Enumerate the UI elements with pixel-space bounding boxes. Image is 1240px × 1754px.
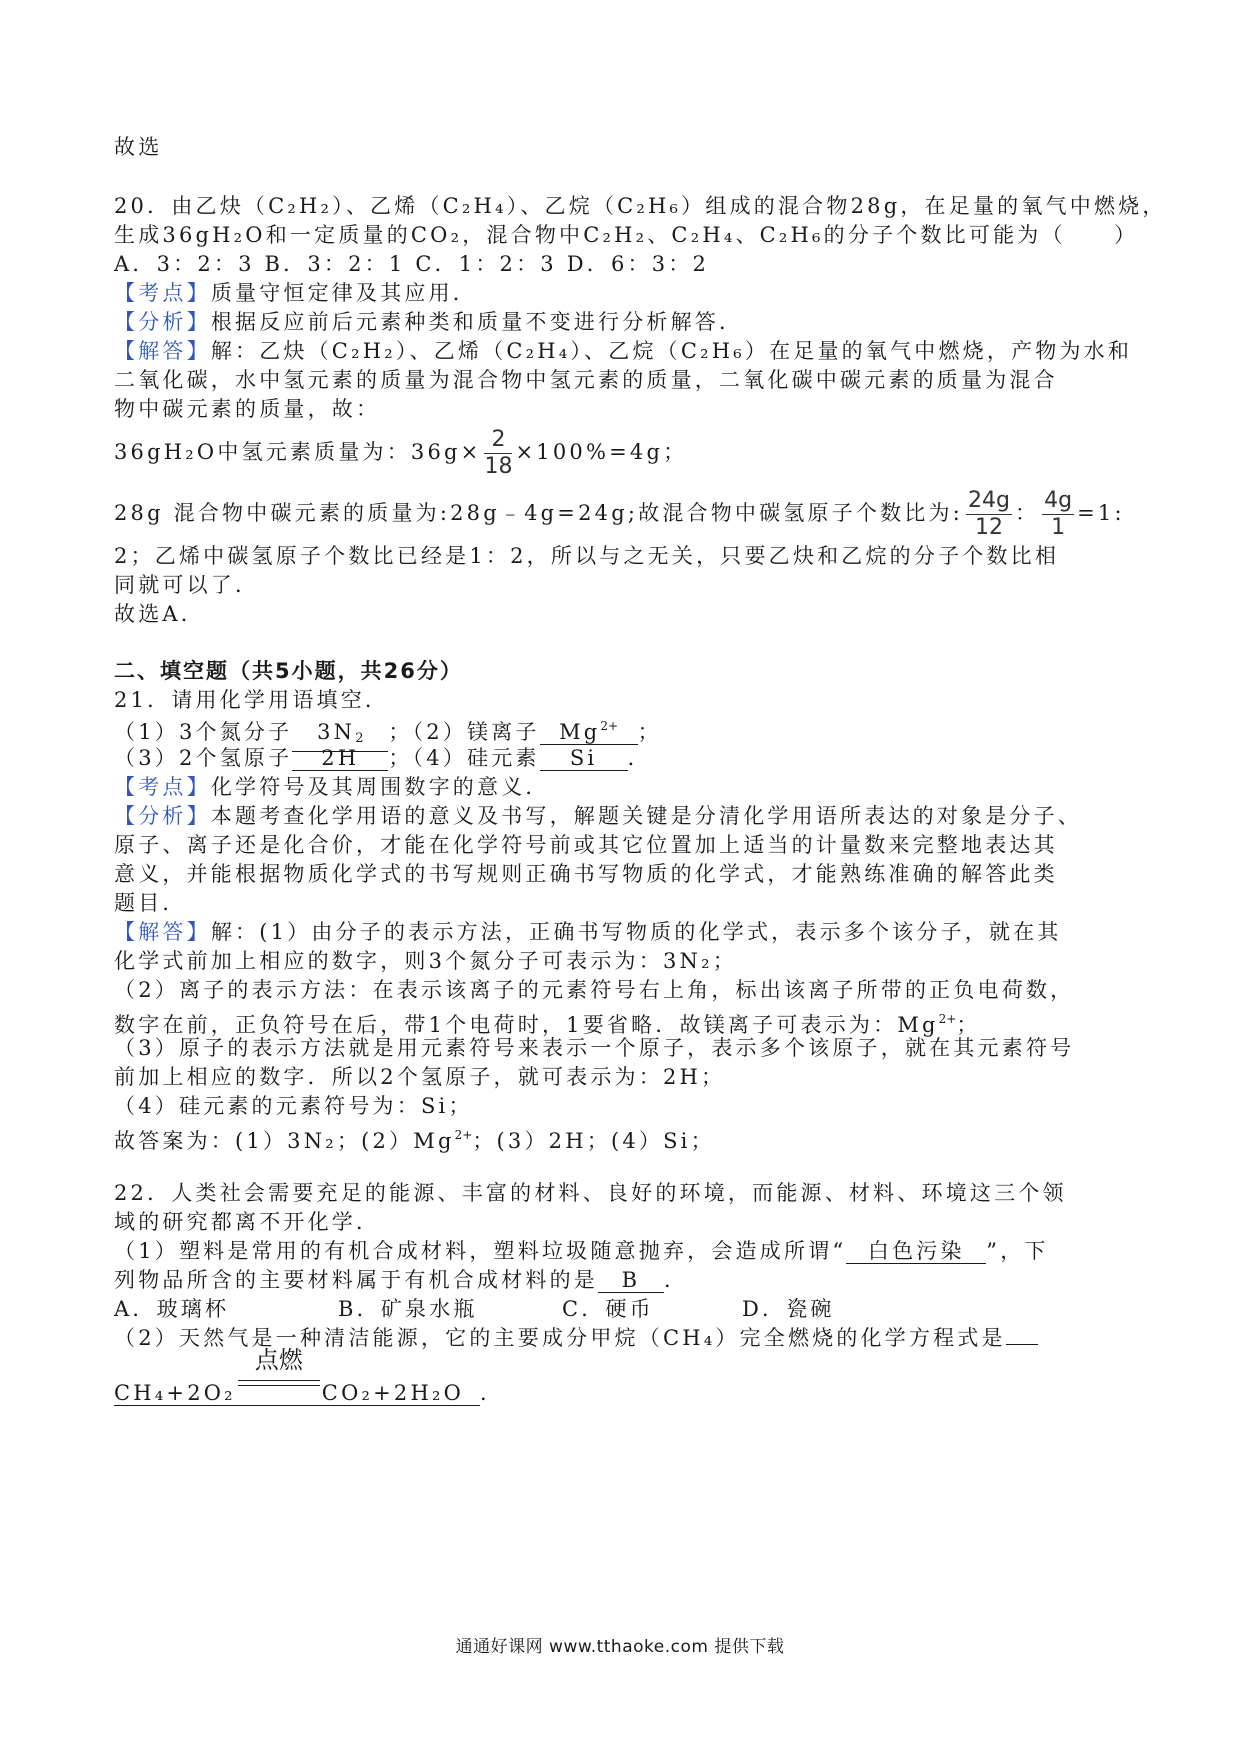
text-span: ． — [664, 1268, 689, 1292]
jieda-tag: 【解答】 — [114, 339, 211, 363]
answer-options: A．3：2：3 B．3：2：1 C．1：2：3 D．6：3：2 — [114, 252, 710, 276]
equation-line — [114, 1346, 505, 1408]
text-span: ： — [1014, 501, 1040, 525]
text-span: 质量守恒定律及其应用． — [210, 281, 478, 305]
fenxi-line — [114, 307, 743, 337]
option-d: D．瓷碗 — [742, 1297, 835, 1321]
fenxi-tag: 【分析】 — [114, 310, 211, 334]
equals-bar — [238, 1385, 320, 1386]
text-span: ． — [480, 1381, 505, 1405]
fill-line — [114, 1265, 688, 1295]
superscript: 2+ — [454, 1128, 473, 1142]
text-span: （2）天然气是一种清洁能源，它的主要成分甲烷（CH₄）完全燃烧的化学方程式是 — [114, 1326, 1006, 1350]
answer-text: Mg — [559, 720, 601, 744]
option-b: B．矿泉水瓶 — [338, 1297, 478, 1321]
fenxi-line — [114, 801, 1082, 831]
jieda-tag: 【解答】 — [114, 920, 211, 944]
text-line: 前加上相应的数字．所以2个氢原子，就可表示为：2H； — [114, 1065, 726, 1089]
text-line: 物中碳元素的质量，故： — [114, 397, 381, 421]
reaction-condition: 点燃 — [254, 1346, 303, 1374]
answer-blank: 白色污染 — [846, 1239, 986, 1264]
text-span: ；（2）镁离子 — [388, 720, 540, 744]
answer-blank: 2H — [292, 746, 388, 771]
text-span: 28g 混合物中碳元素的质量为:28g﹣4g=24g;故混合物中碳氢原子个数比为: — [114, 501, 963, 525]
text-line: 二氧化碳，水中氢元素的质量为混合物中氢元素的质量，二氧化碳中碳元素的质量为混合 — [114, 368, 1058, 392]
fraction — [1042, 488, 1074, 541]
fraction-numerator: 4g — [1044, 488, 1073, 513]
text-line: 生成36gH₂O和一定质量的CO₂，混合物中C₂H₂、C₂H₄、C₂H₆的分子个数比可能为（ ） — [114, 223, 1139, 247]
equals-bar — [238, 1380, 320, 1381]
fill-line — [114, 743, 652, 773]
text-span: （1）塑料是常用的有机合成材料，塑料垃圾随意抛弃，会造成所谓“ — [114, 1239, 847, 1263]
text-span: 化学符号及其周围数字的意义． — [210, 775, 550, 799]
subscript: 2 — [355, 731, 364, 746]
superscript: 2+ — [600, 719, 619, 733]
text-span: ×100%=4g； — [515, 440, 688, 464]
text-span: （1）3个氮分子 — [114, 720, 293, 744]
equation-products: CO₂+2H₂O — [321, 1381, 465, 1405]
text-line: 域的研究都离不开化学． — [114, 1210, 381, 1234]
formula-line — [114, 422, 687, 482]
fenxi-tag: 【分析】 — [114, 804, 211, 828]
answer-blank: Si — [540, 746, 628, 771]
fraction-denominator: 1 — [1051, 515, 1066, 540]
fraction-denominator: 18 — [484, 454, 513, 479]
text-line: 故选A． — [114, 602, 205, 626]
text-span: 36gH₂O中氢元素质量为：36g× — [114, 440, 482, 464]
text-line: （3）原子的表示方法就是用元素符号来表示一个原子，表示多个该原子，就在其元素符号 — [114, 1036, 1075, 1060]
answer-blank: B — [598, 1268, 664, 1293]
text-line: 题目． — [114, 891, 187, 915]
formula-line — [114, 483, 1125, 543]
text-line — [114, 1120, 715, 1156]
option-c: C．硬币 — [562, 1297, 654, 1321]
text-line: （4）硅元素的元素符号为：Si； — [114, 1094, 473, 1118]
fraction-numerator: 2 — [484, 427, 512, 454]
kaodian-tag: 【考点】 — [114, 281, 211, 305]
fraction-numerator: 24g — [968, 488, 1010, 513]
reaction-arrow — [236, 1346, 322, 1400]
text-span: ． — [627, 746, 652, 770]
answer-text: 3N — [317, 720, 356, 744]
jieda-line — [114, 917, 1062, 947]
question-21-stem: 21．请用化学用语填空． — [114, 688, 390, 712]
equation-answer — [114, 1346, 480, 1406]
text-span: 故答案为：(1）3N₂；(2）Mg — [114, 1129, 455, 1153]
text-span: 数字在前，正负符号在后，带1个电荷时，1要省略．故镁离子可表示为：Mg — [114, 1013, 939, 1037]
text-line: 同就可以了． — [114, 573, 260, 597]
text-span: 根据反应前后元素种类和质量不变进行分析解答． — [210, 310, 744, 334]
fraction — [966, 488, 1012, 541]
option-line — [114, 1294, 835, 1324]
text-line: 意义，并能根据物质化学式的书写规则正确书写物质的化学式，才能熟练准确的解答此类 — [114, 862, 1058, 886]
fraction — [484, 427, 512, 480]
text-span: （3）2个氢原子 — [114, 746, 293, 770]
text-span: ； — [637, 720, 662, 744]
text-line: 原子、离子还是化合价，才能在化学符号前或其它位置加上适当的计量数来完整地表达其 — [114, 833, 1058, 857]
kaodian-line — [114, 772, 550, 802]
text-line: 2；乙烯中碳氢原子个数比已经是1：2，所以与之无关，只要乙炔和乙烷的分子个数比相 — [114, 544, 1060, 568]
text-span: 列物品所含的主要材料属于有机合成材料的是 — [114, 1268, 598, 1292]
text-span: ”，下 — [986, 1239, 1049, 1263]
text-span: =1: — [1077, 501, 1125, 525]
answer-blank — [1006, 1344, 1038, 1345]
fraction-denominator: 12 — [974, 515, 1003, 540]
question-22-stem: 22．人类社会需要充足的能源、丰富的材料、良好的环境，而能源、材料、环境这三个领 — [114, 1181, 1067, 1205]
equation-reactants: CH₄+2O₂ — [114, 1381, 236, 1405]
kaodian-line — [114, 278, 477, 308]
jieda-line — [114, 336, 1132, 366]
footer-download-note: 通通好课网 www.tthaoke.com 提供下载 — [455, 1637, 785, 1657]
question-20-stem: 20．由乙炔（C₂H₂）、乙烯（C₂H₄）、乙烷（C₂H₆）组成的混合物28g，在足量的氧气中燃烧， — [114, 194, 1167, 218]
text-span: 解：乙炔（C₂H₂）、乙烯（C₂H₄）、乙烷（C₂H₆）在足量的氧气中燃烧，产物为水和 — [210, 339, 1133, 363]
text-line: 化学式前加上相应的数字，则3个氮分子可表示为：3N₂； — [114, 949, 737, 973]
text-line: 故选 — [114, 135, 163, 159]
text-span: ； — [956, 1013, 981, 1037]
text-line: （2）离子的表示方法：在表示该离子的元素符号右上角，标出该离子所带的正负电荷数， — [114, 978, 1075, 1002]
superscript: 2+ — [938, 1012, 957, 1026]
text-span: 本题考查化学用语的意义及书写，解题关键是分清化学用语所表达的对象是分子、 — [210, 804, 1083, 828]
kaodian-tag: 【考点】 — [114, 775, 211, 799]
text-span: ；（4）硅元素 — [388, 746, 540, 770]
text-span: ；(3）2H；(4）Si； — [472, 1129, 715, 1153]
option-a: A．玻璃杯 — [114, 1297, 230, 1321]
text-span: 解：(1）由分子的表示方法，正确书写物质的化学式，表示多个该分子，就在其 — [210, 920, 1062, 944]
answer-blank — [540, 714, 638, 745]
fill-line — [114, 1236, 1049, 1266]
section-heading: 二、填空题（共5小题，共26分） — [114, 659, 463, 683]
